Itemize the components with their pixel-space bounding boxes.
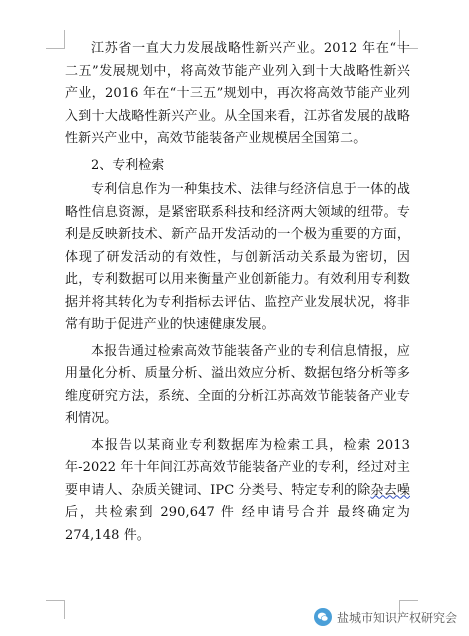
search-scope-text-c: 后，共检索到 290,647 件 经申请号合并 最终确定为 274,148 件。 [65, 505, 410, 543]
paragraph-patent-information: 专利信息作为一种集技术、法律与经济信息于一体的战略性信息资源，是紧密联系科技和经济两大领域的纽带。专利是反映新技术、新产品开发活动的一个极为重要的方面，体现了研发活动的有效性，与创新活动关系最为密切，因此，专利数据可以用来衡量产业创新能力。有效利用专利数据并将其转化为专利指标去评估、监控产业发展状况，将非常有助于促进产业的快速健康发展。 [65, 182, 410, 332]
wechat-icon [314, 608, 332, 626]
watermark [314, 608, 457, 626]
search-scope-text-a: 本报告以某商业专利数据库为检索工具，检索 2013 年-2022 年十年间江苏高效节能装备产业的专利，经过对主要申请人、杂质关键词、IPC 分类号、特定专利的除 [65, 437, 410, 498]
watermark-text: 盐城市知识产权研究会 [336, 610, 457, 625]
document-body [65, 38, 410, 547]
paragraph-search-scope [65, 435, 410, 548]
paragraph-report-method: 本报告通过检索高效节能装备产业的专利信息情报，应用量化分析、质量分析、溢出效应分析、数据包络分析等多维度研究方法，系统、全面的分析江苏高效节能装备产业专利情况。 [65, 343, 410, 426]
section-heading-patent-search: 2、专利检索 [91, 157, 165, 173]
paragraph-strategic-industry: 江苏省一直大力发展战略性新兴产业。2012 年在“十二五”发展规划中，将高效节能产业列入到十大战略性新兴产业，2016 年在“十三五”规划中，再次将高效节能产业列入到十大战略性新兴产业。从全国来看，江苏省发展的战略性新兴产业中，高效节能装备产业规模居全国第二。 [65, 41, 410, 146]
margin-corner-bottom-left [46, 600, 65, 619]
search-scope-text-denoise: 杂去噪 [370, 482, 410, 498]
margin-corner-top-left [46, 30, 65, 49]
